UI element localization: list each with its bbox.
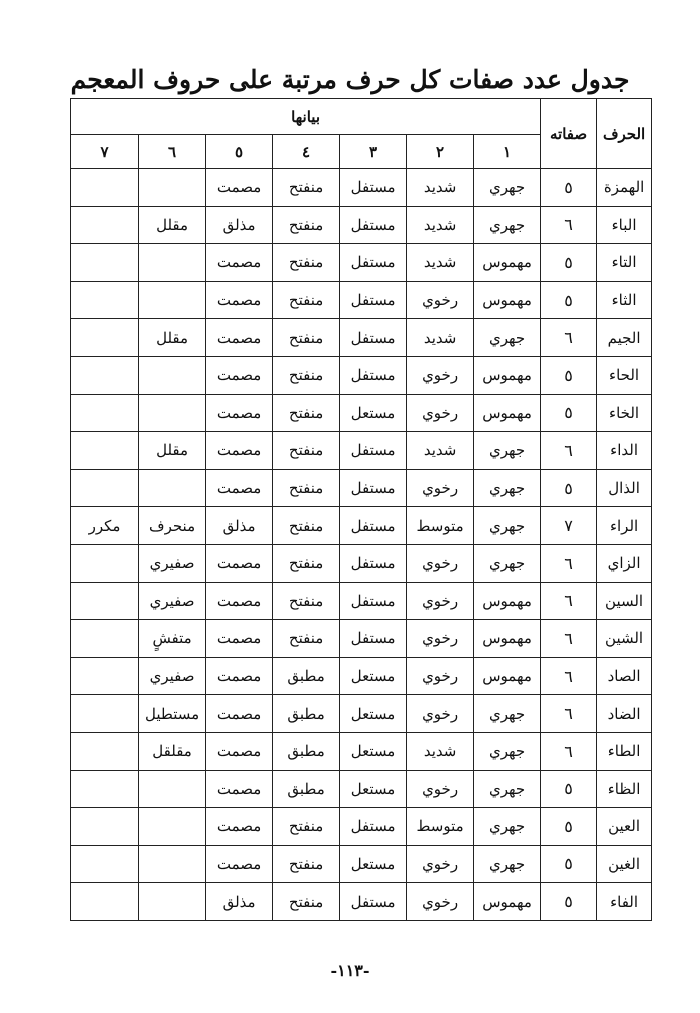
letter-cell: الراء	[597, 507, 652, 545]
trait-cell: مستعل	[340, 394, 407, 432]
trait-cell: صفيري	[139, 657, 206, 695]
trait-cell: منفتح	[273, 319, 340, 357]
table-row	[71, 356, 652, 394]
trait-cell: مهموس	[474, 582, 541, 620]
trait-cell: مطبق	[273, 695, 340, 733]
table-row	[71, 281, 652, 319]
trait-cell: مصمت	[206, 732, 273, 770]
trait-cell	[71, 244, 139, 282]
trait-cell: منفتح	[273, 620, 340, 658]
trait-count-cell: ٥	[541, 356, 597, 394]
trait-cell	[71, 356, 139, 394]
table-row	[71, 469, 652, 507]
table-row	[71, 169, 652, 207]
trait-count-cell: ٥	[541, 808, 597, 846]
trait-cell	[139, 469, 206, 507]
trait-cell: مقلل	[139, 206, 206, 244]
trait-cell: منفتح	[273, 394, 340, 432]
trait-cell: مذلق	[206, 883, 273, 921]
table-row	[71, 883, 652, 921]
trait-cell: مستفل	[340, 808, 407, 846]
trait-cell	[71, 281, 139, 319]
trait-cell: مهموس	[474, 394, 541, 432]
trait-cell: منفتح	[273, 356, 340, 394]
trait-count-cell: ٦	[541, 732, 597, 770]
trait-cell: جهري	[474, 469, 541, 507]
trait-cell: متوسط	[407, 507, 474, 545]
trait-cell	[139, 770, 206, 808]
trait-cell	[71, 169, 139, 207]
trait-cell: جهري	[474, 169, 541, 207]
trait-cell	[71, 732, 139, 770]
letter-cell: الجيم	[597, 319, 652, 357]
header-details: بيانها	[71, 99, 541, 135]
trait-cell: شديد	[407, 319, 474, 357]
trait-count-cell: ٥	[541, 883, 597, 921]
trait-cell	[71, 319, 139, 357]
trait-cell: مهموس	[474, 883, 541, 921]
trait-count-cell: ٥	[541, 244, 597, 282]
trait-cell: مصمت	[206, 657, 273, 695]
trait-cell	[71, 394, 139, 432]
table-row	[71, 244, 652, 282]
trait-cell: رخوي	[407, 544, 474, 582]
trait-cell: مصمت	[206, 845, 273, 883]
trait-cell: مكرر	[71, 507, 139, 545]
trait-cell	[71, 883, 139, 921]
trait-cell: مذلق	[206, 507, 273, 545]
trait-count-cell: ٥	[541, 169, 597, 207]
letter-cell: التاء	[597, 244, 652, 282]
letter-cell: الهمزة	[597, 169, 652, 207]
trait-cell: منفتح	[273, 206, 340, 244]
header-count: صفاته	[541, 99, 597, 169]
trait-cell: منفتح	[273, 244, 340, 282]
trait-cell: مصمت	[206, 432, 273, 470]
trait-cell: مستعل	[340, 695, 407, 733]
table-row	[71, 620, 652, 658]
trait-cell: مستفل	[340, 582, 407, 620]
trait-cell	[71, 206, 139, 244]
trait-cell: مصمت	[206, 695, 273, 733]
letter-cell: الظاء	[597, 770, 652, 808]
trait-cell: رخوي	[407, 695, 474, 733]
letter-cell: الحاء	[597, 356, 652, 394]
trait-cell: شديد	[407, 432, 474, 470]
trait-cell: مطبق	[273, 657, 340, 695]
trait-cell: مستفل	[340, 169, 407, 207]
trait-cell	[139, 808, 206, 846]
trait-cell: مصمت	[206, 356, 273, 394]
trait-cell: مصمت	[206, 169, 273, 207]
trait-cell: منحرف	[139, 507, 206, 545]
column-number: ٧	[71, 135, 139, 169]
trait-cell: مستفل	[340, 620, 407, 658]
column-number: ٤	[273, 135, 340, 169]
trait-cell: منفتح	[273, 883, 340, 921]
letter-traits-table	[70, 98, 652, 921]
trait-cell: رخوي	[407, 845, 474, 883]
trait-cell: مهموس	[474, 657, 541, 695]
trait-cell: شديد	[407, 732, 474, 770]
trait-cell: رخوي	[407, 883, 474, 921]
trait-count-cell: ٥	[541, 281, 597, 319]
trait-cell: مستعل	[340, 845, 407, 883]
trait-cell	[139, 394, 206, 432]
trait-cell: منفتح	[273, 808, 340, 846]
table-row	[71, 206, 652, 244]
trait-cell: صفيري	[139, 544, 206, 582]
trait-cell: متفشٍ	[139, 620, 206, 658]
trait-cell: مطبق	[273, 732, 340, 770]
column-number: ٣	[340, 135, 407, 169]
trait-cell	[139, 883, 206, 921]
trait-cell: مصمت	[206, 808, 273, 846]
table-row	[71, 394, 652, 432]
trait-cell: مستفل	[340, 319, 407, 357]
trait-count-cell: ٦	[541, 620, 597, 658]
trait-cell: رخوي	[407, 582, 474, 620]
trait-count-cell: ٦	[541, 582, 597, 620]
letter-cell: الشين	[597, 620, 652, 658]
trait-cell: منفتح	[273, 582, 340, 620]
trait-count-cell: ٧	[541, 507, 597, 545]
trait-count-cell: ٦	[541, 206, 597, 244]
trait-cell: مستعل	[340, 732, 407, 770]
column-number: ٦	[139, 135, 206, 169]
trait-count-cell: ٦	[541, 657, 597, 695]
trait-cell	[71, 808, 139, 846]
trait-cell	[139, 845, 206, 883]
letter-cell: الباء	[597, 206, 652, 244]
trait-count-cell: ٦	[541, 544, 597, 582]
trait-cell: مصمت	[206, 244, 273, 282]
letter-cell: الخاء	[597, 394, 652, 432]
table-row	[71, 845, 652, 883]
trait-cell: مصمت	[206, 319, 273, 357]
trait-cell: مقلقل	[139, 732, 206, 770]
trait-cell: رخوي	[407, 657, 474, 695]
trait-cell: جهري	[474, 544, 541, 582]
table-row	[71, 544, 652, 582]
trait-count-cell: ٦	[541, 319, 597, 357]
trait-cell: شديد	[407, 206, 474, 244]
trait-cell	[139, 244, 206, 282]
trait-cell: مقلل	[139, 319, 206, 357]
trait-cell: مستعل	[340, 657, 407, 695]
table-row	[71, 732, 652, 770]
trait-cell: جهري	[474, 845, 541, 883]
letter-cell: الزاي	[597, 544, 652, 582]
trait-cell: مصمت	[206, 544, 273, 582]
trait-cell	[71, 657, 139, 695]
trait-cell: مستفل	[340, 544, 407, 582]
letter-cell: الذال	[597, 469, 652, 507]
trait-cell: مستفل	[340, 469, 407, 507]
trait-cell: جهري	[474, 206, 541, 244]
trait-cell: مستطيل	[139, 695, 206, 733]
letter-cell: الفاء	[597, 883, 652, 921]
letter-cell: الطاء	[597, 732, 652, 770]
trait-count-cell: ٦	[541, 432, 597, 470]
trait-cell: جهري	[474, 770, 541, 808]
letter-cell: الغين	[597, 845, 652, 883]
trait-cell	[71, 582, 139, 620]
trait-cell	[71, 695, 139, 733]
table-row	[71, 582, 652, 620]
letter-cell: الصاد	[597, 657, 652, 695]
trait-count-cell: ٦	[541, 695, 597, 733]
trait-cell: متوسط	[407, 808, 474, 846]
trait-cell: مستفل	[340, 507, 407, 545]
trait-cell: جهري	[474, 695, 541, 733]
trait-cell: مذلق	[206, 206, 273, 244]
trait-cell: منفتح	[273, 544, 340, 582]
trait-cell: شديد	[407, 244, 474, 282]
trait-cell: رخوي	[407, 770, 474, 808]
trait-cell: مستفل	[340, 281, 407, 319]
table-row	[71, 507, 652, 545]
table-row	[71, 657, 652, 695]
trait-cell: جهري	[474, 432, 541, 470]
trait-cell: مقلل	[139, 432, 206, 470]
trait-cell: مستفل	[340, 356, 407, 394]
table-row	[71, 808, 652, 846]
trait-cell: جهري	[474, 808, 541, 846]
trait-cell	[71, 620, 139, 658]
column-number: ٥	[206, 135, 273, 169]
header-letter: الحرف	[597, 99, 652, 169]
letter-cell: الداء	[597, 432, 652, 470]
trait-cell: مصمت	[206, 469, 273, 507]
letter-cell: السين	[597, 582, 652, 620]
trait-cell: مستفل	[340, 883, 407, 921]
trait-cell	[139, 169, 206, 207]
trait-cell: مصمت	[206, 281, 273, 319]
table-row	[71, 695, 652, 733]
trait-cell	[71, 845, 139, 883]
trait-cell	[71, 544, 139, 582]
trait-cell: مهموس	[474, 244, 541, 282]
header-row	[71, 99, 652, 135]
trait-cell: مستفل	[340, 206, 407, 244]
trait-cell: شديد	[407, 169, 474, 207]
trait-cell: مصمت	[206, 394, 273, 432]
trait-cell: صفيري	[139, 582, 206, 620]
trait-cell: مهموس	[474, 356, 541, 394]
trait-cell: منفتح	[273, 432, 340, 470]
column-number: ١	[474, 135, 541, 169]
trait-cell: مطبق	[273, 770, 340, 808]
trait-cell: مهموس	[474, 281, 541, 319]
trait-cell: منفتح	[273, 845, 340, 883]
trait-cell: منفتح	[273, 281, 340, 319]
trait-cell: منفتح	[273, 169, 340, 207]
trait-count-cell: ٥	[541, 770, 597, 808]
trait-cell: منفتح	[273, 469, 340, 507]
trait-cell: مستعل	[340, 770, 407, 808]
trait-cell	[71, 469, 139, 507]
column-number: ٢	[407, 135, 474, 169]
table-row	[71, 432, 652, 470]
letter-cell: الضاد	[597, 695, 652, 733]
trait-cell: رخوي	[407, 394, 474, 432]
trait-cell: جهري	[474, 319, 541, 357]
trait-cell: رخوي	[407, 620, 474, 658]
page-number: -١١٣-	[330, 961, 370, 980]
trait-cell: جهري	[474, 732, 541, 770]
trait-cell: منفتح	[273, 507, 340, 545]
trait-cell: مستفل	[340, 244, 407, 282]
trait-cell: مهموس	[474, 620, 541, 658]
trait-count-cell: ٥	[541, 845, 597, 883]
trait-cell	[139, 356, 206, 394]
trait-cell: رخوي	[407, 356, 474, 394]
table-row	[71, 770, 652, 808]
trait-cell: مصمت	[206, 770, 273, 808]
trait-cell: مصمت	[206, 620, 273, 658]
trait-cell	[139, 281, 206, 319]
trait-cell: رخوي	[407, 281, 474, 319]
table-row	[71, 319, 652, 357]
trait-cell: مصمت	[206, 582, 273, 620]
trait-cell: مستفل	[340, 432, 407, 470]
trait-count-cell: ٥	[541, 469, 597, 507]
trait-cell	[71, 432, 139, 470]
trait-cell: رخوي	[407, 469, 474, 507]
letter-cell: العين	[597, 808, 652, 846]
page-title: جدول عدد صفات كل حرف مرتبة على حروف المعجم	[70, 65, 630, 94]
trait-count-cell: ٥	[541, 394, 597, 432]
trait-cell	[71, 770, 139, 808]
letter-cell: الثاء	[597, 281, 652, 319]
trait-cell: جهري	[474, 507, 541, 545]
